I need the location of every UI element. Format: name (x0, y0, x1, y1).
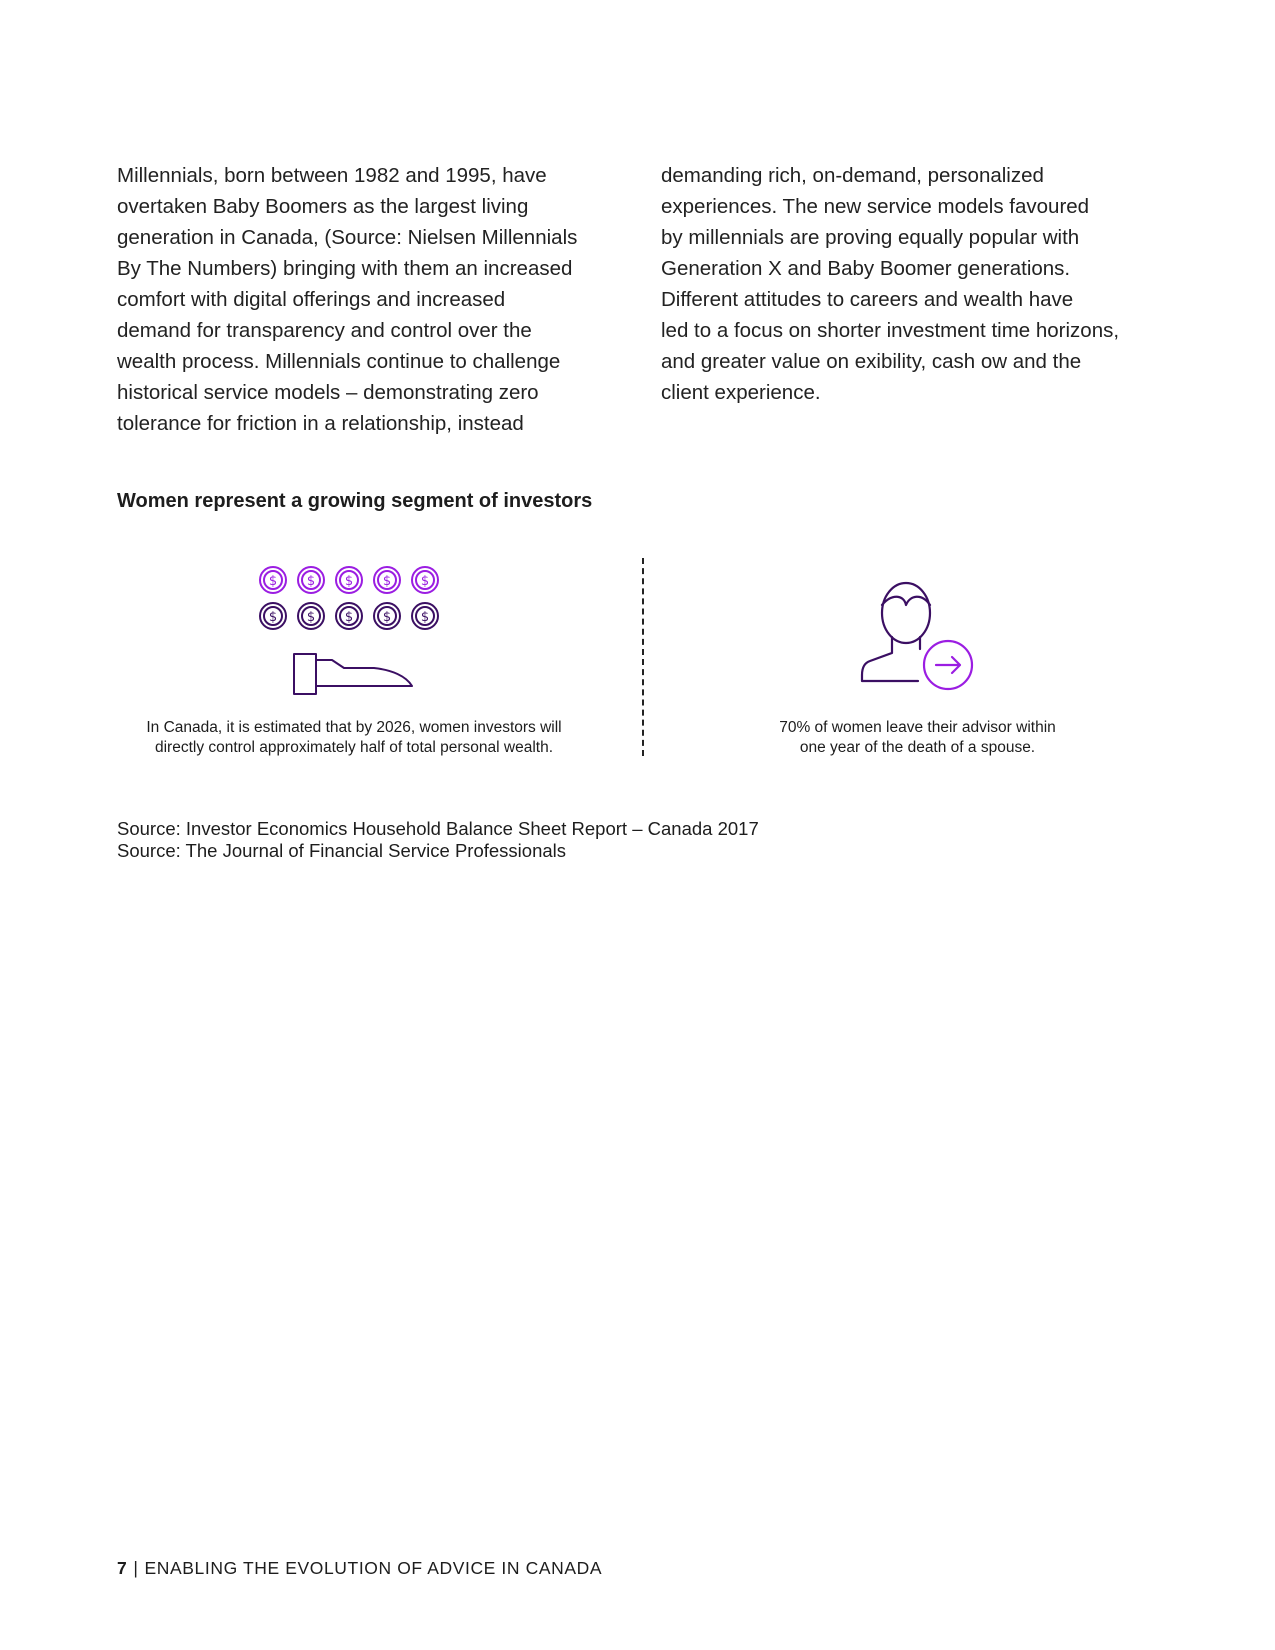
source-line: Source: The Journal of Financial Service Professionals (117, 840, 567, 861)
svg-text:$: $ (306, 610, 316, 625)
body-text-line: client experience. (661, 381, 821, 404)
coins-icon (258, 565, 454, 631)
coin-icon (374, 603, 400, 629)
body-text-line: Generation X and Baby Boomer generations. (661, 257, 1071, 280)
body-text-line: by millennials are proving equally popular with (661, 226, 1080, 249)
footer-title: ENABLING THE EVOLUTION OF ADVICE IN CANADA (144, 1558, 603, 1578)
coin-icon (260, 567, 286, 593)
coin-icon (336, 603, 362, 629)
body-text-line: comfort with digital offerings and increased (117, 288, 506, 311)
body-column-left (117, 160, 617, 439)
caption-line: one year of the death of a spouse. (799, 739, 1036, 756)
svg-text:$: $ (268, 574, 278, 589)
svg-text:$: $ (268, 610, 278, 625)
coin-icon (260, 603, 286, 629)
source-line: Source: Investor Economics Household Balance Sheet Report – Canada 2017 (117, 818, 759, 839)
body-text-line: experiences. The new service models favoured (661, 195, 1090, 218)
caption-line: 70% of women leave their advisor within (779, 719, 1056, 736)
coin-icon (412, 567, 438, 593)
body-text-line: demand for transparency and control over the (117, 319, 532, 342)
coin-icon (298, 567, 324, 593)
svg-text:$: $ (382, 574, 392, 589)
caption-advisor-retention (700, 718, 1135, 758)
body-text-line: Millennials, born between 1982 and 1995, have (117, 164, 547, 187)
body-text-line: generation in Canada, (Source: Nielsen Millennials (117, 226, 578, 249)
footer-separator: | (133, 1558, 139, 1578)
svg-text:$: $ (420, 610, 430, 625)
body-text-line: By The Numbers) bringing with them an increased (117, 257, 573, 280)
person-leaving-icon (858, 575, 978, 695)
caption-line: In Canada, it is estimated that by 2026, women investors will (146, 719, 562, 736)
body-text-line: led to a focus on shorter investment time horizons, (661, 319, 1120, 342)
sources (117, 818, 759, 862)
body-text-line: Different attitudes to careers and wealth have (661, 288, 1074, 311)
svg-text:$: $ (344, 610, 354, 625)
body-text-line: wealth process. Millennials continue to challenge (117, 350, 561, 373)
caption-wealth-control (110, 718, 598, 758)
svg-text:$: $ (306, 574, 316, 589)
coin-icon (336, 567, 362, 593)
svg-text:$: $ (382, 610, 392, 625)
column-divider (642, 558, 644, 756)
page-number: 7 (117, 1558, 128, 1578)
coin-icon (374, 567, 400, 593)
svg-text:$: $ (344, 574, 354, 589)
page-footer (117, 1558, 602, 1579)
caption-line: directly control approximately half of total personal wealth. (154, 739, 554, 756)
coin-icon (298, 603, 324, 629)
body-text-line: overtaken Baby Boomers as the largest living (117, 195, 529, 218)
body-text-line: tolerance for friction in a relationship, instead (117, 412, 524, 435)
body-column-right (661, 160, 1181, 408)
section-heading: Women represent a growing segment of investors (117, 490, 593, 512)
body-text-line: and greater value on exibility, cash ow and the (661, 350, 1082, 373)
body-text-line: historical service models – demonstrating zero (117, 381, 539, 404)
open-hand-icon (292, 652, 422, 696)
svg-text:$: $ (420, 574, 430, 589)
body-text-line: demanding rich, on-demand, personalized (661, 164, 1044, 187)
coin-icon (412, 603, 438, 629)
